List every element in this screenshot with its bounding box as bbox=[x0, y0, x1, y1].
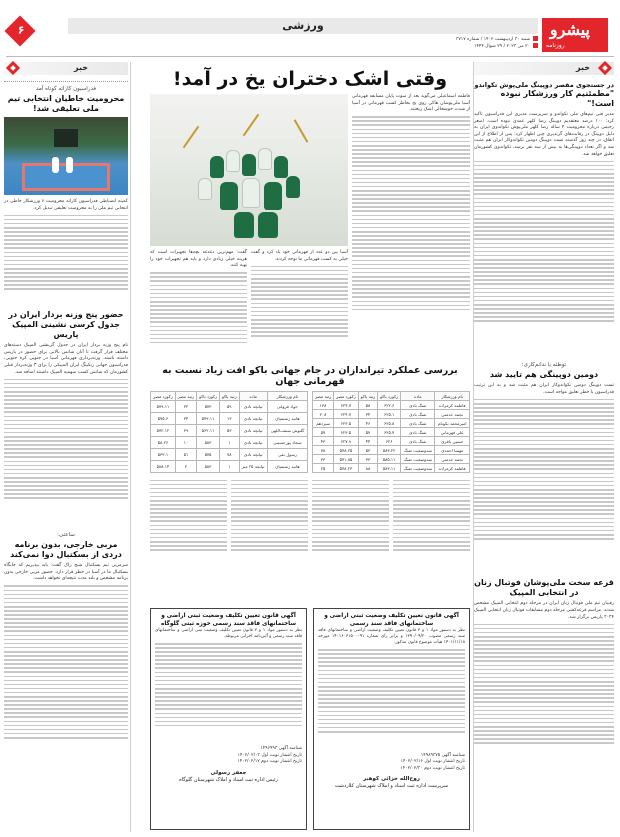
masthead bbox=[0, 18, 620, 52]
notice-office: سرپرست اداره ثبت اسناد و املاک شهرستان کلاردشت bbox=[334, 783, 449, 790]
column-header: رتبه باکو bbox=[220, 392, 239, 401]
article-kicker: توطئه یا ندانم‌کاری؛ bbox=[521, 362, 567, 369]
column-header: نام ورزشکار bbox=[435, 392, 470, 401]
shooting-article-body bbox=[150, 477, 470, 567]
dateline-gregorian: ۲۰ می ۲۰۲۳ / ۲۹ شوال ۱۴۴۴ bbox=[474, 44, 530, 49]
newspaper-logo[interactable] bbox=[542, 18, 608, 52]
masthead-divider bbox=[6, 56, 614, 57]
article-headline[interactable]: حضور پنج وزنه بردار ایران در جدول کرسی نشینی المپیک پاریس bbox=[8, 310, 124, 340]
story-paragraph: آسیا بین دو عدد از قهرمانی خود یاد کرد و گفت خیلی به کسب قهرمانی ما توجه کردند. bbox=[251, 250, 348, 262]
legal-notice-kelardasht[interactable] bbox=[313, 608, 470, 830]
table-row: سجاد پورحسینی تپانچه بادی ۱ ۵۸۳ ۱۰ ۵۸.۲۶ bbox=[151, 437, 308, 449]
diamond-arrow-icon bbox=[6, 61, 20, 75]
column-header: ماده bbox=[239, 392, 267, 401]
article-headline[interactable]: قرعه سخت ملی‌پوشان فوتبال زنان در انتخابی المپیک bbox=[474, 578, 614, 598]
notice-body-continued bbox=[318, 647, 465, 753]
section-label: خبر bbox=[575, 63, 590, 72]
dateline bbox=[456, 36, 538, 50]
article-body: نام پنج وزنه بردار ایران در جدول گزینشی المپیک دسته‌های مختلف قرار گرفت تا آنان شانس بالایی برای حضور در پاریس داشته باشند. وزنه‌برداری قهرمانی آسیا در جنوبی کره جنوبی، فدراسیون جهانی رنکینگ ایران المپیکی را برای ۳ وزنه‌بردار قبلی کشورمان که شانس کسب سهمیه المپیک داشتند اضافه شد. bbox=[4, 343, 128, 375]
notice-date-second: تاریخ انتشار نوبت دوم ۱۴۰۲/۰۲/۳۰ bbox=[400, 765, 465, 771]
dotted-divider bbox=[4, 81, 128, 82]
notice-office: رئیس اداره ثبت اسناد و املاک شهرستان گلوگاه bbox=[179, 776, 278, 783]
column-header: نام ورزشکار bbox=[267, 392, 307, 401]
main-story-text bbox=[352, 94, 470, 354]
notice-signatory: روح‌الله خزائی کوهبر bbox=[363, 776, 420, 783]
pistol-results-table bbox=[150, 391, 308, 473]
column-header: رکورد مصر bbox=[151, 392, 176, 401]
article-karate[interactable] bbox=[4, 86, 128, 308]
article-body: تست دوپینگ دومین تکواندوکار ایران هم مثبت شد و به این ترتیب فدراسیون با خطر تعلیق مواجه است. bbox=[474, 383, 614, 395]
notice-title: آگهی قانون تعیین تکلیف وضعیت ثبتی اراضی و ساختمانهای فاقد سند رسمی حوزه ثبتی گلوگاه bbox=[160, 613, 297, 627]
article-body-continued bbox=[4, 212, 128, 308]
table-row: هانیه رستمیان تپانچه ۲۵ متر ۱ ۵۸۳ ۲ ۵۸۸.۱۴ bbox=[151, 461, 308, 473]
section-header-news bbox=[4, 62, 128, 75]
page-number: ۶ bbox=[17, 23, 25, 37]
table-row: امیرمحمد نکونام تفنگ بادی ۶۲۵.۸ ۴۶ ۶۲۳.۵ سیزدهم bbox=[313, 419, 470, 428]
notice-title: آگهی قانون تعیین تکلیف وضعیت ثبتی اراضی و ساختمانهای فاقد سند رسمی bbox=[324, 613, 459, 627]
notice-signatory: جعفر رسولی bbox=[210, 769, 247, 776]
legal-notice-galugah[interactable] bbox=[150, 608, 307, 830]
logo-name: پیشرو bbox=[549, 20, 590, 39]
main-story-body bbox=[352, 114, 470, 354]
column-header: رکورد مصر bbox=[334, 392, 359, 401]
section-label: خبر bbox=[73, 63, 88, 72]
main-story bbox=[150, 94, 470, 359]
column-header: ماده bbox=[401, 392, 435, 401]
article-basketball-coach[interactable] bbox=[4, 532, 128, 773]
article-headline[interactable]: "مطمئنیم کار ورزشکار نبوده است!" bbox=[500, 89, 614, 108]
main-story-lead: فاطمه اسماعیلی می‌گوید بعد از سوت پایان مسابقه قهرمانی آسیا ملی‌پوشان هاکی روی یخ بخاطر کسب قهرمانی در آسیا از شدت خوشحالی اشک ریختند. bbox=[352, 94, 470, 113]
legal-notices bbox=[150, 608, 470, 830]
rifle-results-table bbox=[312, 391, 470, 473]
column-header: رکورد باکو bbox=[378, 392, 401, 401]
table-row: فاطمه کرمزاده سه‌وضعیت تفنگ ۵۸۳.۱۱ ۸۸ ۵۷۸.۲۳ ۲۵ bbox=[313, 464, 470, 473]
table-row: جواد فروغی تپانچه بادی ۵۹ ۵۷۳ ۳۲ ۵۷۹.۱۱ bbox=[151, 401, 308, 413]
column-header: رکورد باکو bbox=[197, 392, 220, 401]
notice-date-first: تاریخ انتشار نوبت اول ۱۴۰۲/۰۲/۰۳ bbox=[237, 752, 302, 758]
article-body-continued bbox=[474, 158, 614, 358]
column-header: رتبه مصر bbox=[175, 392, 196, 401]
article-second-doping[interactable] bbox=[474, 362, 614, 572]
article-doping-taekwondo[interactable] bbox=[474, 81, 614, 358]
article-kicker: ساعتی: bbox=[57, 532, 75, 539]
article-kicker: فدراسیون کاراته کوتاه آمد bbox=[36, 86, 96, 92]
article-headline[interactable]: مربی خارجی، بدون برنامه دردی از بسکتبال دوا نمی‌کند bbox=[10, 540, 122, 560]
article-headline[interactable]: دومین دوپینگی هم تایید شد bbox=[489, 370, 599, 380]
page-number-badge bbox=[4, 15, 35, 46]
bullet-square-icon bbox=[533, 36, 538, 41]
center-column bbox=[150, 62, 470, 567]
dateline-persian: شنبه ۳۰ اردیبهشت ۱۴۰۲ / شماره ۳۷۱۷ bbox=[455, 37, 530, 42]
column-header: رتبه باکو bbox=[358, 392, 377, 401]
notice-id: شناسه آگهی ۱۴۹۶۹۹۳ bbox=[260, 746, 302, 752]
article-kicker: در جستجوی مقصر دوپینگ ملی‌پوش تکواندو bbox=[474, 81, 614, 89]
bullet-square-icon bbox=[533, 43, 538, 48]
notice-date-second: تاریخ انتشار نوبت دوم ۱۴۰۲/۰۲/۱۷ bbox=[237, 759, 302, 765]
article-weightlifting[interactable] bbox=[4, 310, 128, 528]
table-row: حسین باقری تفنگ بادی ۶۲۶ ۴۴ ۶۲۷.۹ ۴۳ bbox=[313, 437, 470, 446]
table-row: نجمه خدمتی تفنگ بادی ۶۲۵.۱ ۳۴ ۶۲۴.۷ ۲۰۸ bbox=[313, 410, 470, 419]
karate-match-photo[interactable] bbox=[4, 117, 128, 195]
article-body: مدیر فنی تیم‌های ملی تکواندو و سرپرست مدیری این فدراسیون تاکید کرد: ۱۰۰ درصد معتقدیم دوپینگ رضا کلهر عمدی نبوده است. اصغر رحیمی درباره محرومیت ۴ ساله رضا کلهر ملی‌پوش تکواندوی ایران به دلیل دوپینگ در رقابت‌های گرندپری چین اظهار کرد: پس از اطلاع از این اتفاق، در چند روز گذشته تست دوپینگ دومین تکواندوکار ایران هم مثبت شد و اگر تعداد دوپینگی‌ها به بیش از سه نفر برسد، تکواندوی کشورمان تعلیق خواهد شد. bbox=[474, 112, 615, 157]
table-row: رسول نقی تپانچه بادی ۷۸ ۵۷۵ ۵۱ ۵۳۳.۱ bbox=[151, 449, 308, 461]
shooting-tables bbox=[150, 391, 470, 473]
table-row: مهسا احمدی سه‌وضعیت تفنگ ۵۸۳.۲۲ ۵۳ ۵۷۸.۲۵ ۷۸ bbox=[313, 446, 470, 455]
article-body-continued bbox=[474, 621, 614, 771]
section-bar bbox=[68, 18, 538, 34]
diamond-arrow-icon bbox=[598, 61, 612, 75]
article-women-football[interactable] bbox=[474, 578, 614, 771]
story-paragraph: گفت: مهم‌ترین دغدغه بچه‌ها تجهیزات است که هزینه خیلی زیادی دارد و باید هم تجهیزات خود را تهیه کنند. bbox=[150, 250, 247, 269]
main-story-continued bbox=[150, 250, 348, 360]
notice-body-continued bbox=[155, 640, 302, 746]
article-headline[interactable]: محرومیت خاطیان انتخابی تیم ملی تعلیقی شد! bbox=[7, 94, 125, 113]
article-body: کمیته انضباطی فدراسیون کاراته محرومیت ۶ ورزشکار خاطی در انتخابی تیم ملی را به محرومیت تعلیقی تبدیل کرد. bbox=[4, 199, 128, 211]
logo-prefix: روزنامه bbox=[546, 42, 565, 49]
ice-hockey-team-photo[interactable] bbox=[150, 94, 348, 246]
section-title: ورزشی bbox=[282, 19, 324, 32]
main-headline[interactable]: وقتی اشک دختران یخ در آمد! bbox=[172, 68, 448, 90]
right-column bbox=[474, 62, 614, 771]
shooting-headline[interactable]: بررسی عملکرد تیراندازان در جام جهانی باکو افت زیاد نسبت به قهرمانی جهان bbox=[162, 365, 458, 387]
table-row: هانیه رستمیان تپانچه بادی ۱۳ ۵۷۳.۱۱ ۳۴ ۵۷۵.۶ bbox=[151, 413, 308, 425]
column-header: رتبه مصر bbox=[313, 392, 334, 401]
column-divider bbox=[130, 62, 131, 832]
article-body: رقیبان تیم ملی فوتبال زنان ایران در مرحله دوم انتخابی المپیک مشخص شدند. مراسم قرعه‌کشی مرحله دوم مسابقات فوتبال زنان انتخابی المپیک ۲۰۲۴ پاریس برگزار شد. bbox=[474, 601, 614, 620]
left-column bbox=[4, 62, 128, 773]
notice-date-first: تاریخ انتشار نوبت اول ۱۴۰۲/۰۲/۱۶ bbox=[400, 759, 465, 765]
notice-body: نظر به دستور مواد ۱ و ۳ قانون تعیین تکلیف وضعیت ثبتی اراضی و ساختمانهای فاقد سند رسمی و آئین‌نامه اجرایی مربوطه. bbox=[155, 628, 302, 640]
table-row: گلنوش سبقت‌اللهی تپانچه بادی ۵۳ ۵۶۲.۱۱ ۳۹ ۵۷۲.۱۲ bbox=[151, 425, 308, 437]
article-body-continued bbox=[474, 396, 614, 572]
section-header-news bbox=[474, 62, 614, 75]
article-body-continued bbox=[4, 583, 128, 773]
notice-body: نظر به دستور مواد ۱ و ۳ قانون تعیین تکلیف وضعیت اراضی و ساختمانهای فاقد سند رسمی مصوب ۱۳۹۰/۰۹/۲۰ و برابر رای شماره ۱۴۰۱۶۰۳۱۵۰۰۰۹۱ مورخه ۱۴۰۱/۱۱/۱۸ هیأت موضوع قانون مذکور. bbox=[318, 628, 465, 646]
table-row: نجمه خدمتی سه‌وضعیت تفنگ ۵۸۵.۱۱ ۳۳ ۵۷۱.۸۵ ۳۳ bbox=[313, 455, 470, 464]
article-body: سرمربی تیم بسکتبال شیخ زاک گفت: باید بپذیریم که جایگاه بسکتبال ما در آسیا در خطر قرار دارد. حضور مربی خارجی بدون برنامه مشخص و بلند مدت نتیجه‌ای نخواهد داشت. bbox=[4, 563, 128, 582]
notice-id: شناسه آگهی ۱۴۹۸۹۳۷۵ bbox=[420, 752, 465, 758]
article-body-continued bbox=[4, 376, 128, 528]
table-row: فاطمه کرمزاده تفنگ بادی ۶۲۲.۶ ۵۸ ۶۲۴.۷ ۱۳۸ bbox=[313, 401, 470, 410]
table-row: علی قهرمانی تفنگ بادی ۶۲۵.۷ ۵۷ ۶۲۳.۵ ۵۷ bbox=[313, 428, 470, 437]
